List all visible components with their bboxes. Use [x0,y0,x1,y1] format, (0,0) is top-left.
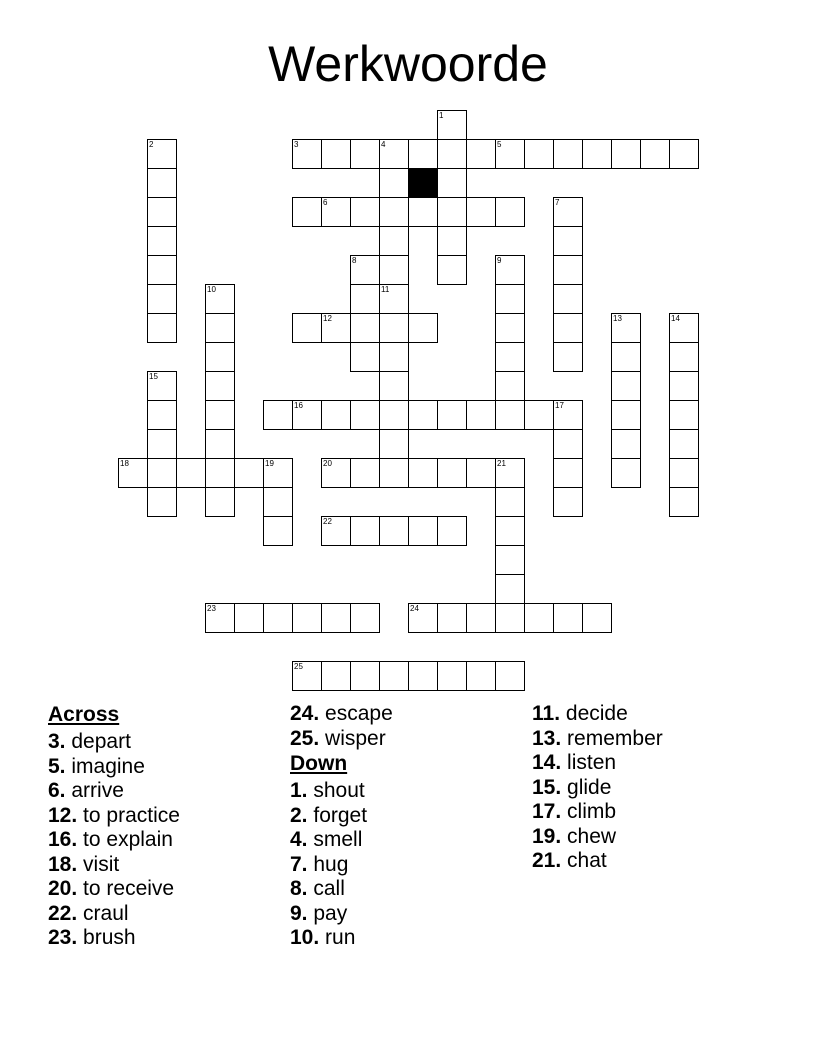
grid-cell[interactable] [611,342,641,372]
clue-number: 7. [290,852,308,876]
grid-cell[interactable] [553,429,583,459]
clue-text: to explain [83,828,173,851]
grid-cell[interactable] [147,226,177,256]
grid-cell[interactable] [495,139,525,169]
grid-cell[interactable] [582,139,612,169]
grid-cell[interactable] [147,197,177,227]
grid-cell[interactable] [176,458,206,488]
grid-cell[interactable] [263,400,293,430]
clue-number: 18. [48,852,78,876]
grid-cell[interactable] [379,139,409,169]
grid-cell[interactable] [437,197,467,227]
clue-number: 14. [532,751,562,774]
grid-cell[interactable] [408,516,438,546]
clue-number: 16. [48,828,78,851]
grid-cell[interactable] [495,284,525,314]
grid-cell[interactable] [669,342,699,372]
clue-text: arrive [71,779,124,802]
down-clue [532,727,663,752]
grid-cell[interactable] [379,197,409,227]
grid-cell[interactable] [669,400,699,430]
grid-cell[interactable] [437,110,467,140]
grid-cell[interactable] [147,313,177,343]
grid-cell[interactable] [553,400,583,430]
grid-cell[interactable] [408,313,438,343]
grid-cell[interactable] [437,168,467,198]
grid-cell[interactable] [495,400,525,430]
grid-cell[interactable] [350,284,380,314]
grid-cell[interactable] [205,371,235,401]
grid-cell[interactable] [611,429,641,459]
grid-cell[interactable] [611,371,641,401]
clue-text: shout [313,779,365,802]
clue-number: 6. [48,779,66,802]
cell-number: 13 [613,314,622,323]
grid-cell[interactable] [379,371,409,401]
grid-cell[interactable] [263,458,293,488]
grid-cell[interactable] [437,255,467,285]
grid-cell[interactable] [669,458,699,488]
clue-text: escape [325,702,393,725]
grid-cell[interactable] [292,313,322,343]
cell-number: 19 [265,459,274,468]
grid-cell[interactable] [379,255,409,285]
cell-number: 6 [323,198,328,207]
grid-cell[interactable] [321,458,351,488]
cell-number: 14 [671,314,680,323]
grid-cell[interactable] [379,313,409,343]
cell-number: 3 [294,140,299,149]
clue-text: forget [313,803,368,827]
grid-cell[interactable] [147,139,177,169]
grid-cell[interactable] [495,487,525,517]
clue-number: 15. [532,775,562,799]
grid-cell[interactable] [466,139,496,169]
grid-cell[interactable] [350,139,380,169]
grid-cell[interactable] [292,197,322,227]
grid-cell[interactable] [524,139,554,169]
cell-number: 7 [555,198,560,207]
grid-cell[interactable] [495,603,525,633]
cell-number: 5 [497,140,502,149]
grid-cell[interactable] [147,458,177,488]
down-clue [532,702,663,727]
down-clue [532,751,663,776]
across-clue [48,730,180,755]
grid-cell[interactable] [408,603,438,633]
clue-text: remember [567,726,663,750]
grid-cell[interactable] [553,197,583,227]
grid-cell[interactable] [437,516,467,546]
down-clue [290,926,393,951]
grid-cell[interactable] [495,197,525,227]
grid-cell[interactable] [669,313,699,343]
grid-cell[interactable] [292,603,322,633]
black-cell [408,168,438,198]
grid-cell[interactable] [118,458,148,488]
grid-cell[interactable] [524,603,554,633]
clue-text: brush [83,926,136,949]
clue-text: craul [83,901,129,925]
grid-cell[interactable] [321,313,351,343]
grid-cell[interactable] [495,313,525,343]
down-clue [532,800,663,825]
grid-cell[interactable] [321,516,351,546]
grid-cell[interactable] [553,313,583,343]
grid-cell[interactable] [669,487,699,517]
grid-cell[interactable] [495,458,525,488]
grid-cell[interactable] [640,139,670,169]
grid-cell[interactable] [408,139,438,169]
clue-number: 24. [290,702,320,725]
across-clue [48,755,180,780]
clue-number: 13. [532,726,562,750]
cell-number: 8 [352,256,357,265]
clue-number: 8. [290,877,308,900]
grid-cell[interactable] [437,400,467,430]
clue-text: climb [567,800,617,823]
grid-cell[interactable] [205,313,235,343]
clue-number: 3. [48,730,66,753]
down-clue [532,825,663,850]
grid-cell[interactable] [350,400,380,430]
grid-cell[interactable] [379,284,409,314]
grid-cell[interactable] [669,429,699,459]
across-clue [48,877,180,902]
clue-column-3 [532,702,663,874]
clue-column-1 [48,702,180,951]
grid-cell[interactable] [350,603,380,633]
cell-number: 9 [497,256,502,265]
down-clue [290,877,393,902]
clue-text: to receive [83,877,175,900]
grid-cell[interactable] [379,168,409,198]
down-clue [532,849,663,874]
cell-number: 24 [410,604,419,613]
cell-number: 10 [207,285,216,294]
clue-text: run [325,926,356,949]
grid-cell[interactable] [379,429,409,459]
grid-cell[interactable] [263,603,293,633]
clue-number: 12. [48,803,78,827]
grid-cell[interactable] [495,661,525,691]
clue-text: smell [313,828,363,851]
cell-number: 18 [120,459,129,468]
clue-number: 9. [290,901,308,925]
grid-cell[interactable] [350,255,380,285]
clue-number: 11. [532,702,561,725]
cell-number: 15 [149,372,158,381]
clue-number: 22. [48,901,78,925]
cell-number: 4 [381,140,386,149]
clue-number: 2. [290,803,308,827]
grid-cell[interactable] [437,458,467,488]
grid-cell[interactable] [147,284,177,314]
grid-cell[interactable] [205,487,235,517]
grid-cell[interactable] [147,429,177,459]
grid-cell[interactable] [350,458,380,488]
across-clue [48,902,180,927]
cell-number: 1 [439,111,444,120]
grid-cell[interactable] [611,400,641,430]
clue-text: visit [83,852,120,876]
grid-cell[interactable] [408,400,438,430]
clue-text: chat [567,849,607,872]
grid-cell[interactable] [437,139,467,169]
clue-number: 4. [290,828,308,851]
grid-cell[interactable] [524,400,554,430]
grid-cell[interactable] [321,197,351,227]
grid-cell[interactable] [147,168,177,198]
grid-cell[interactable] [611,313,641,343]
grid-cell[interactable] [553,342,583,372]
grid-cell[interactable] [669,139,699,169]
down-clue [532,776,663,801]
grid-cell[interactable] [379,661,409,691]
clue-text: listen [567,751,617,774]
grid-cell[interactable] [408,458,438,488]
grid-cell[interactable] [553,458,583,488]
clue-number: 25. [290,726,320,750]
grid-cell[interactable] [147,487,177,517]
grid-cell[interactable] [205,458,235,488]
grid-cell[interactable] [321,139,351,169]
grid-cell[interactable] [611,139,641,169]
grid-cell[interactable] [495,516,525,546]
clue-text: chew [567,824,617,848]
cell-number: 17 [555,401,564,410]
clue-number: 17. [532,800,562,823]
grid-cell[interactable] [350,313,380,343]
grid-cell[interactable] [379,516,409,546]
across-clue [48,779,180,804]
grid-cell[interactable] [466,197,496,227]
across-clue [48,804,180,829]
grid-cell[interactable] [350,197,380,227]
grid-cell[interactable] [553,284,583,314]
grid-cell[interactable] [321,661,351,691]
cell-number: 2 [149,140,154,149]
grid-cell[interactable] [437,661,467,691]
cell-number: 20 [323,459,332,468]
grid-cell[interactable] [466,661,496,691]
cell-number: 25 [294,662,303,671]
grid-cell[interactable] [553,255,583,285]
grid-cell[interactable] [495,342,525,372]
down-clue [290,804,393,829]
across-clue [48,853,180,878]
clue-column-2 [290,702,393,951]
grid-cell[interactable] [350,342,380,372]
clue-text: pay [313,901,348,925]
clue-text: call [313,877,345,900]
grid-cell[interactable] [292,661,322,691]
clue-number: 20. [48,877,78,900]
clue-text: to practice [83,803,180,827]
grid-cell[interactable] [669,371,699,401]
clue-number: 21. [532,849,562,872]
grid-cell[interactable] [408,661,438,691]
clue-text: decide [565,702,628,725]
clue-text: depart [71,730,131,753]
across-clue [290,727,393,752]
down-clue [290,828,393,853]
cell-number: 11 [381,285,390,294]
grid-cell[interactable] [292,400,322,430]
grid-cell[interactable] [147,255,177,285]
grid-cell[interactable] [234,603,264,633]
grid-cell[interactable] [437,603,467,633]
clue-text: wisper [325,726,386,750]
grid-cell[interactable] [495,371,525,401]
grid-cell[interactable] [205,603,235,633]
grid-cell[interactable] [466,400,496,430]
grid-cell[interactable] [321,603,351,633]
grid-cell[interactable] [263,487,293,517]
down-clue [290,902,393,927]
grid-cell[interactable] [205,342,235,372]
cell-number: 16 [294,401,303,410]
clue-number: 5. [48,754,66,778]
clue-text: glide [567,775,612,799]
grid-cell[interactable] [379,226,409,256]
grid-cell[interactable] [466,458,496,488]
clue-number: 10. [290,926,320,949]
grid-cell[interactable] [495,255,525,285]
cell-number: 23 [207,604,216,613]
across-clue [290,702,393,727]
down-clue [290,779,393,804]
cell-number: 22 [323,517,332,526]
grid-cell[interactable] [205,400,235,430]
grid-cell[interactable] [553,603,583,633]
grid-cell[interactable] [205,284,235,314]
grid-cell[interactable] [147,400,177,430]
puzzle-title: Werkwoorde [268,36,548,92]
down-heading: Down [290,752,348,775]
grid-cell[interactable] [263,516,293,546]
grid-cell[interactable] [582,603,612,633]
grid-cell[interactable] [379,458,409,488]
grid-cell[interactable] [553,139,583,169]
across-clue [48,926,180,951]
grid-cell[interactable] [495,545,525,575]
grid-cell[interactable] [350,516,380,546]
grid-cell[interactable] [611,458,641,488]
clue-text: hug [313,852,349,876]
grid-cell[interactable] [205,429,235,459]
down-clue [290,853,393,878]
grid-cell[interactable] [379,400,409,430]
grid-cell[interactable] [437,226,467,256]
clue-number: 19. [532,824,562,848]
clue-number: 1. [290,779,308,802]
across-clue [48,828,180,853]
cell-number: 21 [497,459,506,468]
grid-cell[interactable] [466,603,496,633]
grid-cell[interactable] [147,371,177,401]
grid-cell[interactable] [234,458,264,488]
grid-cell[interactable] [408,197,438,227]
clue-number: 23. [48,926,78,949]
across-heading: Across [48,703,120,726]
clue-text: imagine [71,754,145,778]
grid-cell[interactable] [321,400,351,430]
grid-cell[interactable] [495,574,525,604]
grid-cell[interactable] [379,342,409,372]
grid-cell[interactable] [350,661,380,691]
grid-cell[interactable] [292,139,322,169]
grid-cell[interactable] [553,487,583,517]
grid-cell[interactable] [553,226,583,256]
cell-number: 12 [323,314,332,323]
